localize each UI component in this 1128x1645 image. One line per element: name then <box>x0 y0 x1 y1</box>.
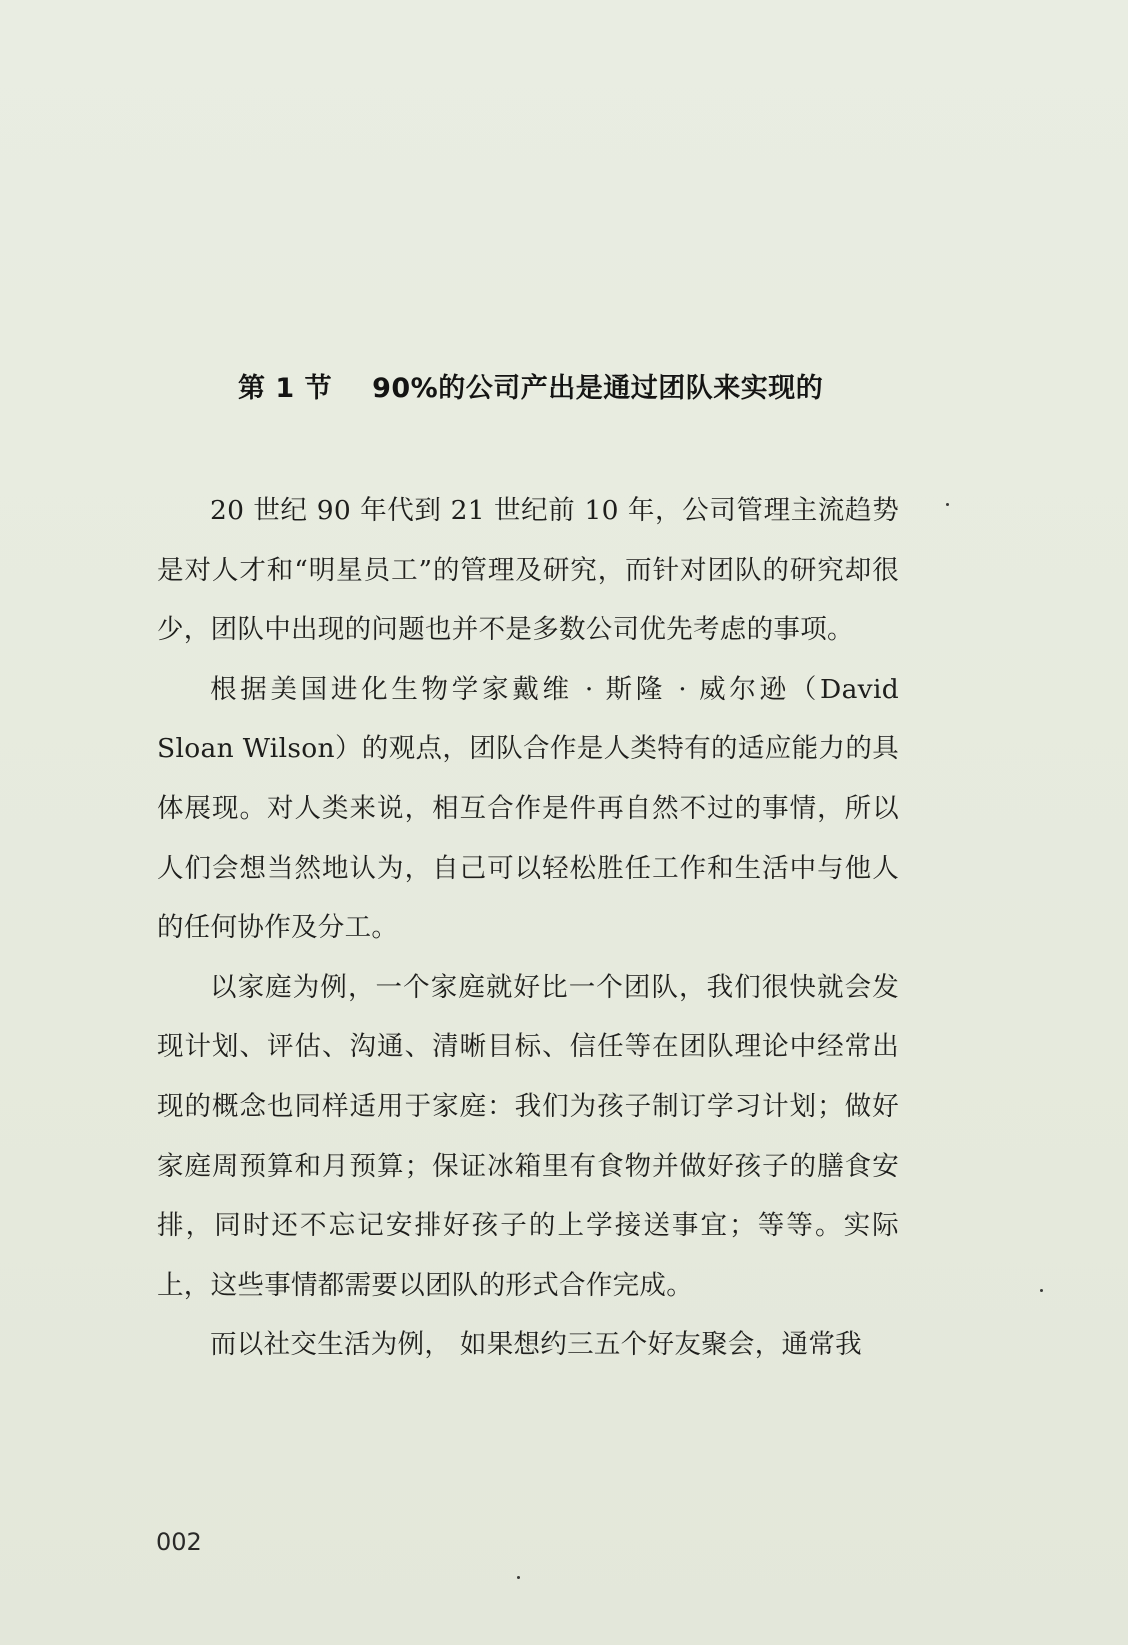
dust-speck <box>1040 1289 1043 1292</box>
body-text <box>157 481 899 1375</box>
paragraph: 20 世纪 90 年代到 21 世纪前 10 年，公司管理主流趋势是对人才和“明星员工”的管理及研究，而针对团队的研究却很少，团队中出现的问题也并不是多数公司优先考虑的事项。 <box>157 495 899 646</box>
section-number: 第 1 节 <box>238 373 333 404</box>
page-number: 002 <box>156 1528 202 1556</box>
dust-speck <box>946 503 949 506</box>
section-title: 90%的公司产出是通过团队来实现的 <box>372 373 824 404</box>
paragraph: 而以社交生活为例， 如果想约三五个好友聚会，通常我 <box>210 1329 862 1361</box>
dust-speck <box>517 1576 520 1579</box>
paragraph: 根据美国进化生物学家戴维 · 斯隆 · 威尔逊（David Sloan Wilson）的观点，团队合作是人类特有的适应能力的具体展现。对人类来说，相互合作是件再自然不过的事情，所以人们会想当然地认为，自己可以轻松胜任工作和生活中与他人的任何协作及分工。 <box>157 673 899 944</box>
section-heading <box>238 366 823 405</box>
paragraph: 以家庭为例，一个家庭就好比一个团队，我们很快就会发现计划、评估、沟通、清晰目标、信任等在团队理论中经常出现的概念也同样适用于家庭：我们为孩子制订学习计划；做好家庭周预算和月预算；保证冰箱里有食物并做好孩子的膳食安排，同时还不忘记安排好孩子的上学接送事宜；等等。实际上，这些事情都需要以团队的形式合作完成。 <box>157 971 899 1301</box>
